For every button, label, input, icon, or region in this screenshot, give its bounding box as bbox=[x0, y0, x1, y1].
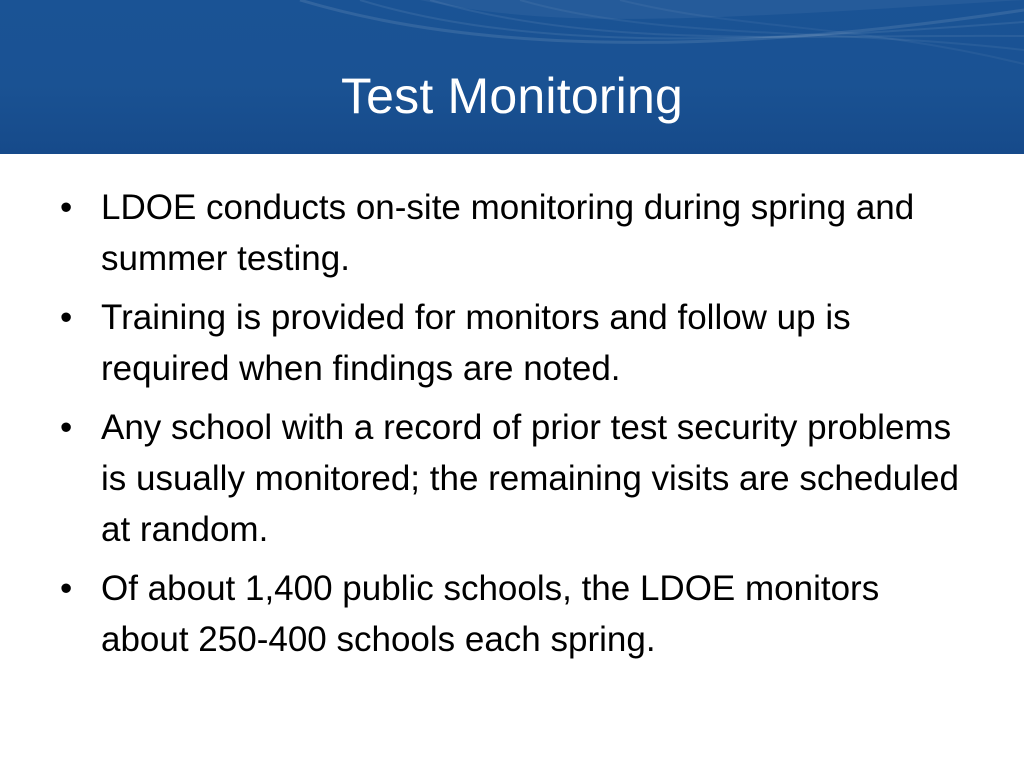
bullet-text: LDOE conducts on-site monitoring during spring and summer testing. bbox=[101, 188, 915, 278]
bullet-item bbox=[60, 292, 960, 394]
bullet-text: Any school with a record of prior test security problems is usually monitored; the remaining visits are scheduled at random. bbox=[101, 408, 959, 549]
bullet-icon: • bbox=[60, 569, 73, 608]
bullet-icon: • bbox=[60, 298, 73, 337]
slide-title: Test Monitoring bbox=[340, 68, 684, 124]
bullet-item bbox=[60, 182, 960, 284]
bullet-list bbox=[60, 182, 960, 673]
bullet-icon: • bbox=[60, 408, 73, 447]
bullet-item bbox=[60, 563, 960, 665]
bullet-item bbox=[60, 402, 960, 555]
bullet-text: Of about 1,400 public schools, the LDOE monitors about 250-400 schools each spring. bbox=[101, 569, 880, 659]
title-banner bbox=[0, 0, 1024, 154]
bullet-text: Training is provided for monitors and follow up is required when findings are noted. bbox=[101, 298, 851, 388]
bullet-icon: • bbox=[60, 188, 73, 227]
